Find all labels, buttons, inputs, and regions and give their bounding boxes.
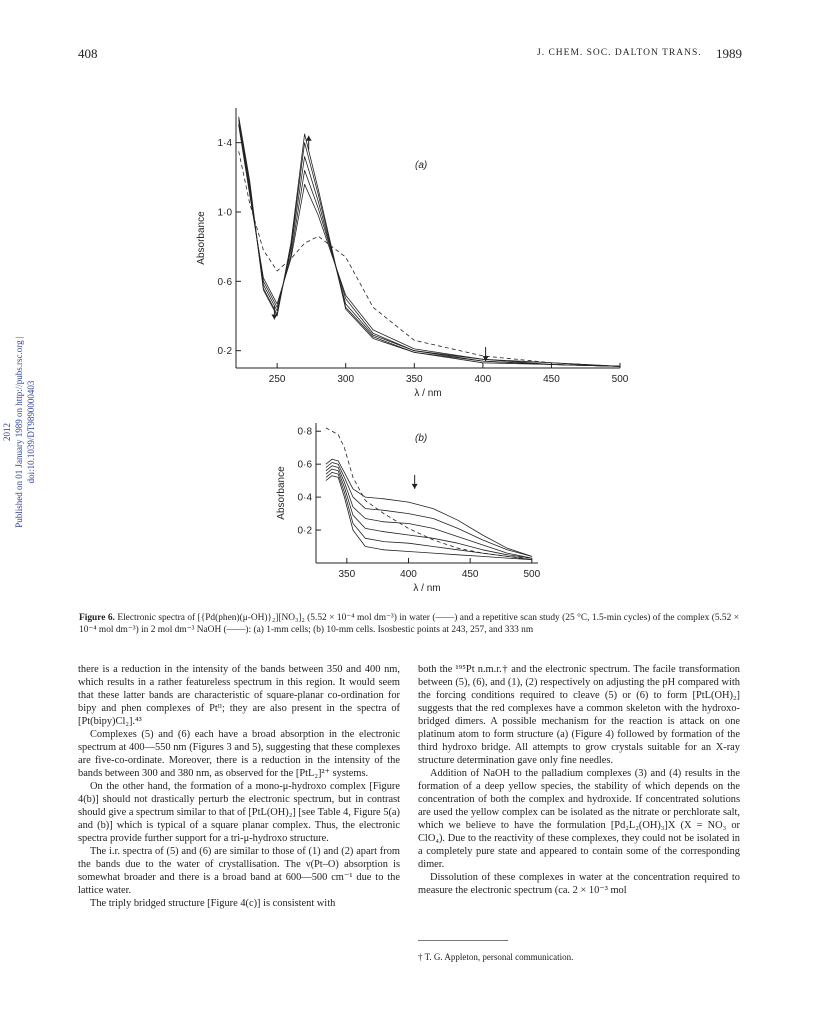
- series-line: [239, 151, 620, 366]
- series-line: [239, 117, 620, 367]
- series-line: [239, 125, 620, 366]
- series-line: [326, 472, 532, 559]
- x-axis-label: λ / nm: [413, 583, 441, 594]
- x-tick-label: 500: [611, 374, 629, 385]
- y-tick-label: 0·8: [297, 426, 312, 438]
- chart-a-plot: [196, 108, 629, 399]
- arrow-up-icon: [306, 136, 312, 141]
- x-tick-label: 450: [461, 569, 479, 580]
- x-tick-label: 450: [543, 374, 560, 385]
- footnote-rule: [418, 940, 508, 941]
- x-tick-label: 400: [400, 569, 417, 580]
- publish-line: Published on 01 January 1989 on http://pubs.rsc.org | doi:10.1039/DT9890000403: [14, 336, 36, 528]
- series-line: [326, 466, 532, 558]
- right-column: [418, 663, 740, 897]
- y-tick-label: 0·2: [297, 525, 312, 537]
- series-line: [326, 463, 532, 557]
- arrow-down-icon: [412, 484, 418, 489]
- chart-b: [270, 415, 560, 605]
- y-axis-label: Absorbance: [196, 211, 207, 265]
- series-line: [326, 459, 532, 556]
- caption-label: Figure 6.: [79, 613, 115, 623]
- x-tick-label: 350: [338, 569, 356, 580]
- series-line: [239, 120, 620, 366]
- chart-b-plot: [276, 423, 541, 594]
- paragraph: both the ¹⁹⁵Pt n.m.r.† and the electronic spectrum. The facile transformation between (5), (6), and (1), (2) respectively on adjusting the pH compared with the forcing conditions required to cleave (5) or (6) to form [PtL(OH)₂] suggests that the red complexes have a common skeleton with the hydroxo-bridged dimers. A possible mechanism for the reaction is attack on one platinum atom to form structure (a) (Figure 4) followed by formation of the third hydroxo bridge. All attempts to grow crystals suitable for an X-ray structure determination gave only fine needles.: [418, 664, 740, 766]
- y-tick-label: 0·2: [217, 346, 232, 358]
- panel-label: (b): [415, 433, 428, 444]
- download-line: 2012: [2, 423, 12, 441]
- paragraph: there is a reduction in the intensity of the bands between 350 and 400 nm, which results in a rather featureless spectrum in this region. It would seem that these latter bands are characteristic of square-planar co-ordination for bipy and phen complexes of Ptᴵᴵ; they are also present in the spectra of [Pt(bipy)Cl₂].⁴³: [78, 664, 400, 727]
- x-tick-label: 400: [474, 374, 492, 385]
- x-tick-label: 500: [523, 569, 541, 580]
- paragraph: Complexes (5) and (6) each have a broad absorption in the electronic spectrum at 400—550 nm (Figures 3 and 5), suggesting that these complexes are five-co-ordinate. Moreover, there is a reduction in the intensity of the bands between 300 and 380 nm, as observed for the [PtL₂]²⁺ systems.: [78, 729, 400, 779]
- page-number: 408: [78, 46, 98, 61]
- x-axis-label: λ / nm: [414, 388, 442, 399]
- journal-year: 1989: [716, 46, 742, 61]
- series-line: [326, 428, 532, 558]
- footnote: † T. G. Appleton, personal communication.: [418, 952, 574, 962]
- y-tick-label: 1·4: [217, 138, 232, 150]
- x-tick-label: 300: [337, 374, 355, 385]
- caption-text: Electronic spectra of [{Pd(phen)(μ-OH)}₂][NO₃]₂ (5.52 × 10⁻⁴ mol dm⁻³) in water (——) and a repetitive scan study (25 °C, 1.5-min cycles) of the complex (5.52 × 10⁻⁴ mol dm⁻³) in 2 mol dm⁻³ NaOH (——): (a) 1-mm cells; (b) 10-mm cells. Isosbestic points at 243, 257, and 333 nm: [79, 613, 739, 635]
- paragraph: Addition of NaOH to the palladium complexes (3) and (4) results in the formation of a deep yellow species, the stability of which depends on the concentration of both the complex and hydroxide. If concentrated solutions are used the yellow complex can be isolated as the nitrate or perchlorate salt, which we believe to have the formulation [Pd₂L₂(OH)₃]X (X = NO₃ or ClO₄). Due to the reactivity of these complexes, they could not be isolated in a completely pure state and appeared to contain some of the corresponding dimer.: [418, 768, 740, 870]
- series-line: [239, 124, 620, 367]
- y-tick-label: 1·0: [217, 207, 232, 219]
- left-column: [78, 663, 400, 910]
- y-tick-label: 0·6: [297, 459, 312, 471]
- x-tick-label: 250: [268, 374, 286, 385]
- y-tick-label: 0·4: [297, 492, 312, 504]
- paragraph: On the other hand, the formation of a mono-μ-hydroxo complex [Figure 4(b)] should not drastically perturb the electronic spectrum, but in contrast should give a spectrum similar to that of [PtL(OH)₂] [see Table 4, Figure 5(a) and (b)] which is typical of a square planar complex. Thus, the electronic spectra provide further support for a tri-μ-hydroxo structure.: [78, 781, 400, 844]
- panel-label: (a): [415, 160, 428, 171]
- series-line: [239, 118, 620, 366]
- paragraph: The triply bridged structure [Figure 4(c)] is consistent with: [90, 898, 336, 909]
- journal-title: J. CHEM. SOC. DALTON TRANS.: [537, 48, 702, 58]
- paragraph: The i.r. spectra of (5) and (6) are similar to those of (1) and (2) apart from the bands due to the water of crystallisation. The ν(Pt–O) absorption is somewhat broader and there is a broad band at 600—500 cm⁻¹ due to the lattice water.: [78, 846, 400, 896]
- figure-caption: [79, 612, 739, 636]
- x-tick-label: 350: [405, 374, 423, 385]
- arrow-down-icon: [271, 314, 277, 319]
- arrow-down-icon: [483, 356, 489, 361]
- y-axis-label: Absorbance: [276, 466, 287, 520]
- download-watermark: [0, 307, 37, 557]
- chart-a: [190, 98, 640, 408]
- paragraph: Dissolution of these complexes in water at the concentration required to measure the electronic spectrum (ca. 2 × 10⁻³ mol: [418, 872, 740, 896]
- y-tick-label: 0·6: [217, 276, 232, 288]
